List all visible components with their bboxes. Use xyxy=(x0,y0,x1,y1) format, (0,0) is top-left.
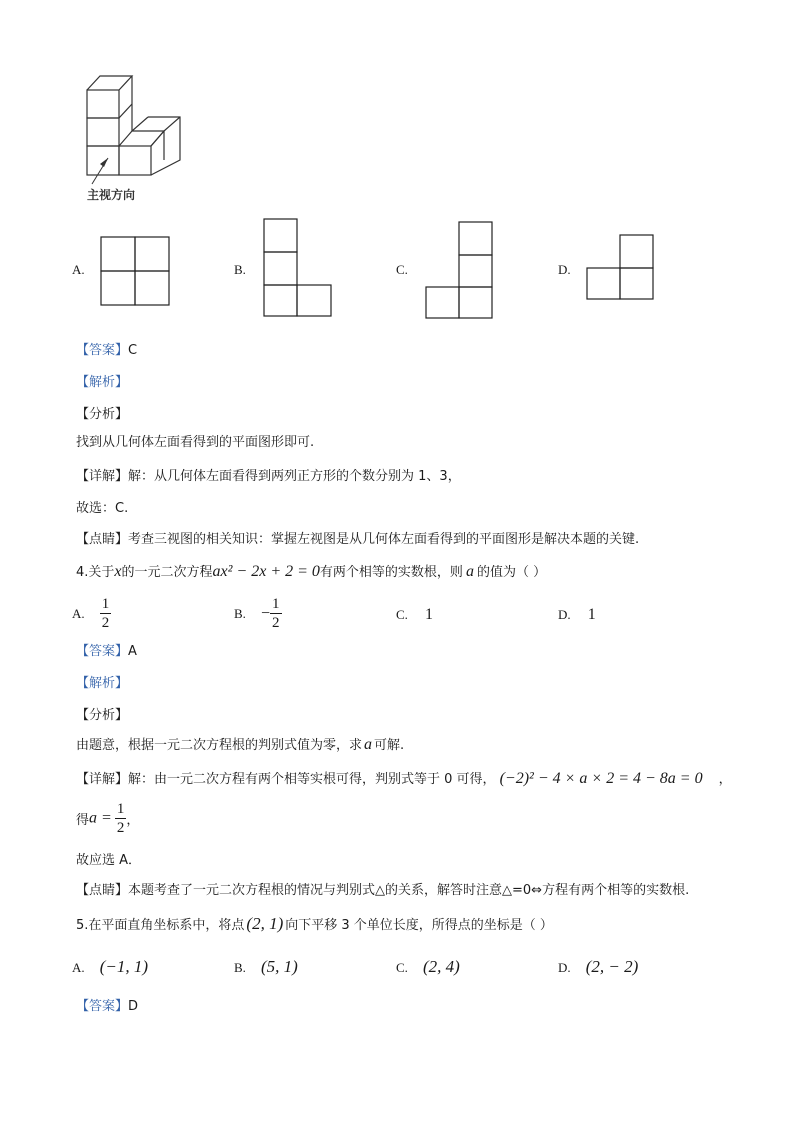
q3-option-a-label[interactable]: A. xyxy=(72,262,85,277)
q3-answer-value: C xyxy=(128,343,138,358)
q3-choice-text: 故选：C. xyxy=(76,501,129,516)
q4-dianjing-line xyxy=(76,879,689,898)
q3-dianjing-tag: 【点睛】 xyxy=(76,532,129,547)
q5-option-c-value: (2, 4) xyxy=(423,957,460,976)
q4-option-b[interactable] xyxy=(234,595,282,632)
q4-option-c-label: C. xyxy=(396,607,408,622)
q4-answer-tag: 【答案】 xyxy=(76,644,129,659)
q4-option-b-fraction: $\frac{1}{2}$ xyxy=(272,596,280,631)
q5-option-d[interactable] xyxy=(558,957,638,977)
q4-option-d-value: 1 xyxy=(587,606,596,623)
q3-xiangjie-line xyxy=(76,465,461,484)
q4-option-a-fraction: $\frac{1}{2}$ xyxy=(101,596,110,631)
q4-option-b-sign: − xyxy=(261,604,271,622)
q4-fenxi-line xyxy=(76,734,404,754)
q4-stem-a: 4.关于 xyxy=(76,565,115,580)
q4-xiangjie-text: 解：由一元二次方程有两个相等实根可得，判别式等于 0 可得， xyxy=(128,772,496,787)
q5-option-b-value: (5, 1) xyxy=(261,957,298,976)
q3-answer-tag: 【答案】 xyxy=(76,343,129,358)
cube-front-mid xyxy=(87,118,119,146)
q5-option-d-label: D. xyxy=(558,960,571,975)
figure-caption: 主视方向 xyxy=(87,188,136,202)
q4-result-prefix: 得 xyxy=(76,813,90,828)
q4-analysis-tag: 【解析】 xyxy=(76,676,129,691)
q4-option-d[interactable] xyxy=(558,604,596,624)
q3-xiangjie-text: 解：从几何体左面看得到两列正方形的个数分别为 1、3， xyxy=(128,469,461,484)
q4-xiangjie-comma: ， xyxy=(718,772,732,787)
q3-answer-line xyxy=(76,339,137,358)
q5-option-d-value: (2, − 2) xyxy=(585,957,639,976)
q4-xiangjie-tag: 【详解】 xyxy=(76,772,129,787)
q4-stem-c: 有两个相等的实数根，则 xyxy=(319,565,463,580)
q3-option-d-label[interactable]: D. xyxy=(558,262,571,277)
q4-option-d-label: D. xyxy=(558,607,571,622)
q3-dianjing-text: 考查三视图的相关知识：掌握左视图是从几何体左面看得到的平面图形是解决本题的关键. xyxy=(128,532,640,547)
q4-stem xyxy=(76,561,546,581)
q3-fenxi-text: 找到从几何体左面看得到的平面图形即可. xyxy=(76,435,315,450)
q4-result-suffix: ， xyxy=(126,813,140,828)
q5-option-a-label: A. xyxy=(72,960,85,975)
q4-option-a-label: A. xyxy=(72,606,85,621)
q4-option-a[interactable] xyxy=(72,595,111,632)
q3-xiangjie-tag: 【详解】 xyxy=(76,469,129,484)
q5-answer-value: D xyxy=(128,999,139,1014)
q5-answer-line xyxy=(76,995,138,1014)
q5-option-c-label: C. xyxy=(396,960,408,975)
q5-option-a[interactable] xyxy=(72,957,148,977)
q5-answer-tag: 【答案】 xyxy=(76,999,129,1014)
q4-stem-d: 的值为（ ） xyxy=(476,565,547,580)
q5-stem-a: 5.在平面直角坐标系中，将点 xyxy=(76,918,245,933)
q5-stem xyxy=(76,914,553,934)
q4-xiangjie-line xyxy=(76,768,732,788)
q5-option-c[interactable] xyxy=(396,957,460,977)
q5-option-b-label: B. xyxy=(234,960,246,975)
q4-result-fraction: $\frac{1}{2}$ xyxy=(116,801,125,836)
q3-option-b-label[interactable]: B. xyxy=(234,262,246,277)
q4-answer-value: A xyxy=(128,644,137,659)
q3-analysis-tag: 【解析】 xyxy=(76,375,129,390)
cube-right-bottom xyxy=(119,146,151,175)
q3-fenxi-tag: 【分析】 xyxy=(76,407,129,422)
q4-dianjing-text: 本题考查了一元二次方程根的情况与判别式△的关系，解答时注意△=0⇔方程有两个相等的实数根. xyxy=(128,883,690,898)
q4-choice-text: 故应选 A． xyxy=(76,853,142,868)
q4-xiangjie-equation: (−2)² − 4 × a × 2 = 4 − 8a = 0 xyxy=(499,770,703,787)
q4-option-c-value: 1 xyxy=(425,606,434,623)
q3-option-c-label[interactable]: C. xyxy=(396,262,408,277)
q4-result-eq: a = xyxy=(89,809,112,827)
q5-option-b[interactable] xyxy=(234,957,298,977)
cube-front-top xyxy=(87,90,119,118)
q4-stem-x: x xyxy=(114,563,122,580)
q4-option-b-label: B. xyxy=(234,606,246,621)
q4-stem-a-var: a xyxy=(465,563,474,580)
q4-answer-line xyxy=(76,640,137,659)
q4-stem-b: 的一元二次方程 xyxy=(121,565,213,580)
q4-result-line xyxy=(76,800,139,837)
q4-fenxi-var: a xyxy=(364,736,373,753)
q5-option-a-value: (−1, 1) xyxy=(99,957,149,976)
q4-fenxi-text-b: 可解. xyxy=(374,738,405,753)
q5-stem-b: 向下平移 3 个单位长度，所得点的坐标是（ ） xyxy=(285,918,553,933)
q4-fenxi-tag: 【分析】 xyxy=(76,708,129,723)
cube-front-bottom xyxy=(87,146,119,175)
q3-dianjing-line xyxy=(76,528,639,547)
q5-stem-point: (2, 1) xyxy=(246,914,284,933)
q4-fenxi-text-a: 由题意，根据一元二次方程根的判别式值为零，求 xyxy=(76,738,363,753)
q4-option-c[interactable] xyxy=(396,604,433,624)
q4-dianjing-tag: 【点睛】 xyxy=(76,883,129,898)
q4-stem-equation: ax² − 2x + 2 = 0 xyxy=(212,563,320,580)
